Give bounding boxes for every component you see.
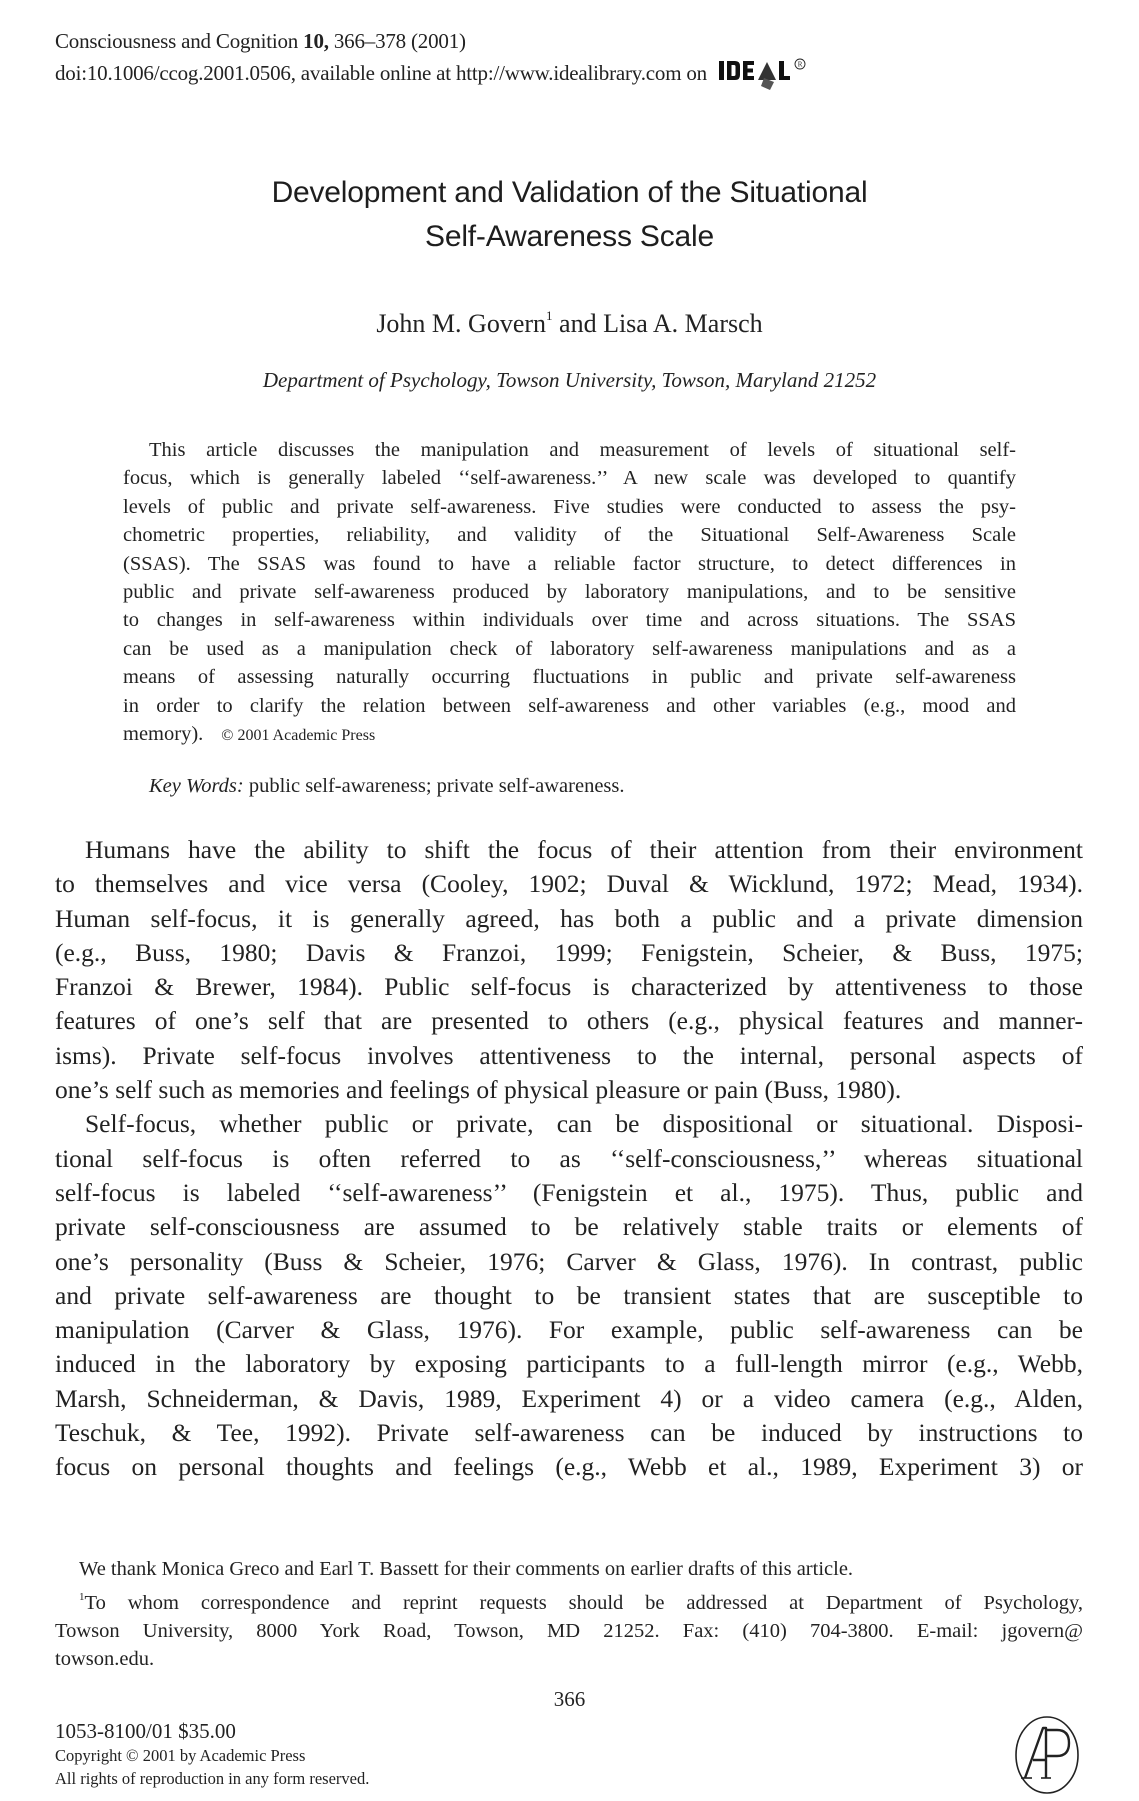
ideal-logo-icon (718, 58, 810, 82)
footnotes (55, 1555, 1083, 1673)
correspondence-footnote-line: towson.edu. (55, 1648, 155, 1670)
abstract-line: public and private self-awareness produced by laboratory manipulations, and to be sensitive (123, 580, 1016, 603)
body-line: induced in the laboratory by exposing participants to a full-length mirror (e.g., Webb, (55, 1349, 1083, 1379)
body-line: manipulation (Carver & Glass, 1976). For example, public self-awareness can be (55, 1315, 1083, 1345)
body-line: private self-consciousness are assumed to be relatively stable traits or elements of (55, 1212, 1083, 1242)
body-line: isms). Private self-focus involves attentiveness to the internal, personal aspects of (55, 1040, 1083, 1070)
issn-price: 1053-8100/01 $35.00 (55, 1719, 236, 1743)
doi-line (55, 58, 810, 86)
abstract-line: memory). (123, 722, 204, 745)
keywords-label: Key Words: (149, 775, 244, 797)
body-line: features of one’s self that are presented to others (e.g., physical features and manner- (55, 1006, 1083, 1036)
body-line: Human self-focus, it is generally agreed, has both a public and a private dimension (55, 903, 1083, 933)
journal-pages-year: 366–378 (2001) (328, 29, 466, 53)
body-line: Self-focus, whether public or private, can be dispositional or situational. Disposi- (85, 1109, 1083, 1139)
abstract-line: (SSAS). The SSAS was found to have a reliable factor structure, to detect differences in (123, 552, 1016, 575)
journal-citation (55, 28, 466, 54)
body-line: self-focus is labeled ‘‘self-awareness’’ (Fenigstein et al., 1975). Thus, public and (55, 1177, 1083, 1207)
rights-notice: All rights of reproduction in any form reserved. (55, 1769, 370, 1788)
body-line: focus on personal thoughts and feelings (e.g., Webb et al., 1989, Experiment 3) or (55, 1452, 1083, 1482)
abstract-line: This article discusses the manipulation and measurement of levels of situational self- (149, 439, 1016, 461)
author-connector: and (552, 309, 604, 338)
correspondence-mark: 1 (79, 1591, 85, 1603)
body-line: one’s personality (Buss & Scheier, 1976; Carver & Glass, 1976). In contrast, public (55, 1246, 1083, 1276)
acknowledgment-footnote: We thank Monica Greco and Earl T. Bassett for their comments on earlier drafts of this article. (79, 1558, 854, 1580)
abstract (123, 436, 1016, 748)
body-text (55, 833, 1083, 1485)
authors (0, 308, 1139, 340)
svg-text:R: R (797, 60, 803, 69)
author-2: Lisa A. Marsch (603, 309, 763, 338)
doi-text: doi:10.1006/ccog.2001.0506, available online at http://www.idealibrary.com on (55, 61, 707, 85)
author-1: John M. Govern (376, 309, 547, 338)
correspondence-footnote-line: Towson University, 8000 York Road, Towson, MD 21252. Fax: (410) 704-3800. E-mail: jgovern@ (55, 1620, 1083, 1642)
page-number: 366 (553, 1687, 586, 1711)
abstract-line: can be used as a manipulation check of laboratory self-awareness manipulations and as a (123, 637, 1016, 660)
body-line: Franzoi & Brewer, 1984). Public self-focus is characterized by attentiveness to those (55, 972, 1083, 1002)
body-line: Humans have the ability to shift the focus of their attention from their environment (85, 835, 1083, 864)
body-line: Marsh, Schneiderman, & Davis, 1989, Experiment 4) or a video camera (e.g., Alden, (55, 1383, 1083, 1413)
body-line: Teschuk, & Tee, 1992). Private self-awareness can be induced by instructions to (55, 1418, 1083, 1448)
abstract-line: means of assessing naturally occurring fluctuations in public and private self-awareness (123, 666, 1016, 689)
body-line: tional self-focus is often referred to as ‘‘self-consciousness,’’ whereas situational (55, 1143, 1083, 1173)
abstract-line: focus, which is generally labeled ‘‘self-awareness.’’ A new scale was developed to quantify (123, 467, 1016, 490)
article-title (0, 171, 1139, 259)
title-line-1: Development and Validation of the Situational (271, 176, 868, 209)
body-line: and private self-awareness are thought to be transient states that are susceptible to (55, 1280, 1083, 1310)
abstract-line: levels of public and private self-awareness. Five studies were conducted to assess the psy- (123, 495, 1016, 518)
abstract-line: in order to clarify the relation between self-awareness and other variables (e.g., mood and (123, 694, 1016, 717)
abstract-line: chometric properties, reliability, and validity of the Situational Self-Awareness Scale (123, 524, 1016, 547)
body-line: one’s self such as memories and feelings of physical pleasure or pain (Buss, 1980). (55, 1075, 902, 1105)
abstract-copyright: © 2001 Academic Press (221, 726, 376, 744)
abstract-last-line (123, 720, 1016, 748)
keywords (149, 772, 625, 800)
affiliation: Department of Psychology, Towson University, Towson, Maryland 21252 (262, 368, 877, 392)
correspondence-footnote-line: $^1$To whom correspondence and reprint requests should be addressed at Department of Psychology, (79, 1591, 1083, 1614)
author-footnote-mark[interactable]: 1 (546, 308, 553, 323)
abstract-line: to changes in self-awareness within individuals over time and across situations. The SSAS (123, 609, 1016, 632)
body-line: (e.g., Buss, 1980; Davis & Franzoi, 1999; Fenigstein, Scheier, & Buss, 1975; (55, 937, 1083, 967)
keywords-list: public self-awareness; private self-awareness. (243, 775, 625, 797)
journal-name: Consciousness and Cognition (55, 29, 304, 53)
copyright-notice: Copyright © 2001 by Academic Press (55, 1746, 306, 1765)
journal-volume: 10, (303, 29, 329, 53)
body-line: to themselves and vice versa (Cooley, 1902; Duval & Wicklund, 1972; Mead, 1934). (55, 869, 1083, 899)
title-line-2: Self-Awareness Scale (425, 220, 714, 253)
academic-press-logo-icon (1013, 1714, 1081, 1796)
